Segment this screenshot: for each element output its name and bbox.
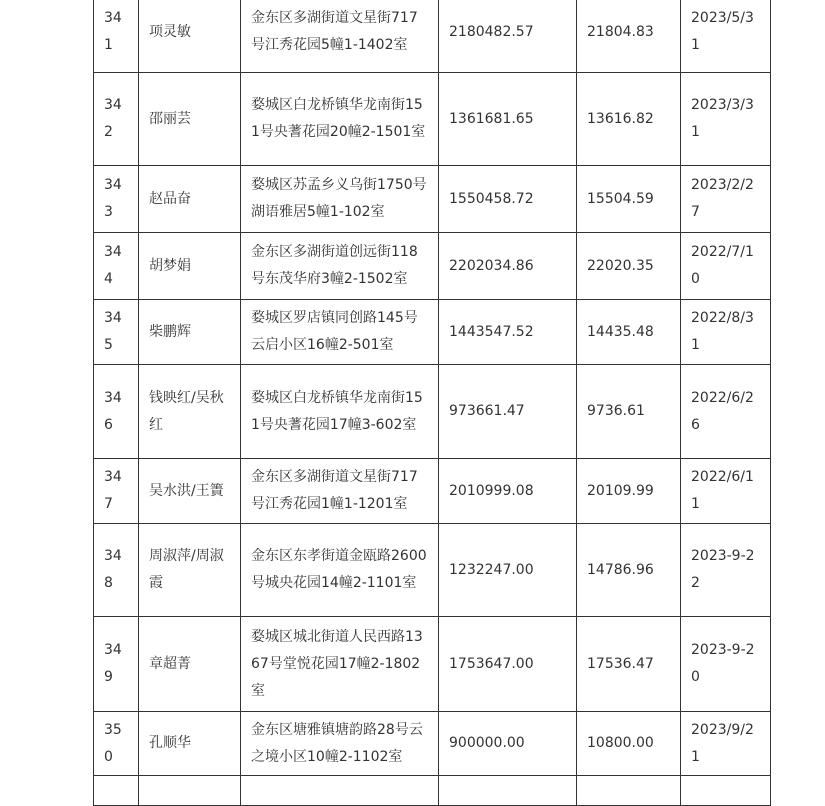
cell-amount: 1361681.65: [439, 73, 577, 166]
table-row: [94, 233, 771, 300]
cell-date: 2022/6/26: [681, 365, 771, 459]
table-row: [94, 617, 771, 712]
cell-date: 2022/7/10: [681, 233, 771, 300]
cell-date: 2023/5/31: [681, 0, 771, 73]
cell-name: 孔顺华: [139, 712, 241, 776]
cell-date: 2022/8/31: [681, 300, 771, 365]
cell-deposit: 10800.00: [577, 712, 681, 776]
cell-deposit: 21804.83: [577, 0, 681, 73]
cell-address: 婺城区城北街道人民西路1367号堂悦花园17幢2-1802室: [241, 617, 439, 712]
records-body: [94, 0, 771, 806]
cell-deposit: 17536.47: [577, 617, 681, 712]
cell-no: 342: [94, 73, 139, 166]
cell-date: 2023/3/31: [681, 73, 771, 166]
cell-address: 婺城区白龙桥镇华龙南街151号央蓍花园20幢2-1501室: [241, 73, 439, 166]
cell-name: 吴水洪/王簀: [139, 459, 241, 524]
cell-empty: [681, 776, 771, 806]
cell-name: 邵丽芸: [139, 73, 241, 166]
cell-no: 349: [94, 617, 139, 712]
cell-name: 赵品奋: [139, 166, 241, 233]
cell-deposit: 22020.35: [577, 233, 681, 300]
cell-deposit: 13616.82: [577, 73, 681, 166]
cell-address: 金东区塘雅镇塘韵路28号云之境小区10幢2-1102室: [241, 712, 439, 776]
table-row-partial: [94, 776, 771, 806]
cell-name: 项灵敏: [139, 0, 241, 73]
records-table: [93, 0, 771, 806]
cell-address: 婺城区白龙桥镇华龙南街151号央蓍花园17幢3-602室: [241, 365, 439, 459]
cell-no: 346: [94, 365, 139, 459]
cell-no: 345: [94, 300, 139, 365]
cell-deposit: 14435.48: [577, 300, 681, 365]
table-row: [94, 166, 771, 233]
cell-no: 343: [94, 166, 139, 233]
cell-amount: 1232247.00: [439, 524, 577, 617]
cell-empty: [577, 776, 681, 806]
cell-amount: 1443547.52: [439, 300, 577, 365]
cell-address: 婺城区罗店镇同创路145号云启小区16幢2-501室: [241, 300, 439, 365]
cell-empty: [139, 776, 241, 806]
cell-empty: [94, 776, 139, 806]
cell-date: 2023-9-22: [681, 524, 771, 617]
cell-no: 341: [94, 0, 139, 73]
cell-name: 胡梦娟: [139, 233, 241, 300]
cell-date: 2022/6/11: [681, 459, 771, 524]
cell-deposit: 15504.59: [577, 166, 681, 233]
cell-name: 柴鹏辉: [139, 300, 241, 365]
cell-empty: [241, 776, 439, 806]
cell-address: 金东区多湖街道创远街118号东茂华府3幢2-1502室: [241, 233, 439, 300]
table-row: [94, 712, 771, 776]
cell-name: 周淑萍/周淑霞: [139, 524, 241, 617]
table-row: [94, 0, 771, 73]
cell-no: 344: [94, 233, 139, 300]
table-row: [94, 459, 771, 524]
cell-amount: 973661.47: [439, 365, 577, 459]
cell-amount: 1550458.72: [439, 166, 577, 233]
cell-deposit: 20109.99: [577, 459, 681, 524]
cell-date: 2023/2/27: [681, 166, 771, 233]
cell-no: 350: [94, 712, 139, 776]
cell-name: 章超菁: [139, 617, 241, 712]
cell-address: 婺城区苏孟乡义乌街1750号湖语雅居5幢1-102室: [241, 166, 439, 233]
table-row: [94, 73, 771, 166]
cell-amount: 900000.00: [439, 712, 577, 776]
cell-address: 金东区多湖街道文星街717号江秀花园1幢1-1201室: [241, 459, 439, 524]
cell-amount: 2202034.86: [439, 233, 577, 300]
cell-amount: 1753647.00: [439, 617, 577, 712]
cell-amount: 2180482.57: [439, 0, 577, 73]
cell-date: 2023/9/21: [681, 712, 771, 776]
table-row: [94, 365, 771, 459]
cell-amount: 2010999.08: [439, 459, 577, 524]
cell-name: 钱映红/吴秋红: [139, 365, 241, 459]
cell-empty: [439, 776, 577, 806]
table-row: [94, 300, 771, 365]
cell-no: 348: [94, 524, 139, 617]
cell-deposit: 14786.96: [577, 524, 681, 617]
cell-address: 金东区东孝街道金瓯路2600号城央花园14幢2-1101室: [241, 524, 439, 617]
cell-date: 2023-9-20: [681, 617, 771, 712]
cell-address: 金东区多湖街道文星街717号江秀花园5幢1-1402室: [241, 0, 439, 73]
cell-deposit: 9736.61: [577, 365, 681, 459]
cell-no: 347: [94, 459, 139, 524]
table-row: [94, 524, 771, 617]
